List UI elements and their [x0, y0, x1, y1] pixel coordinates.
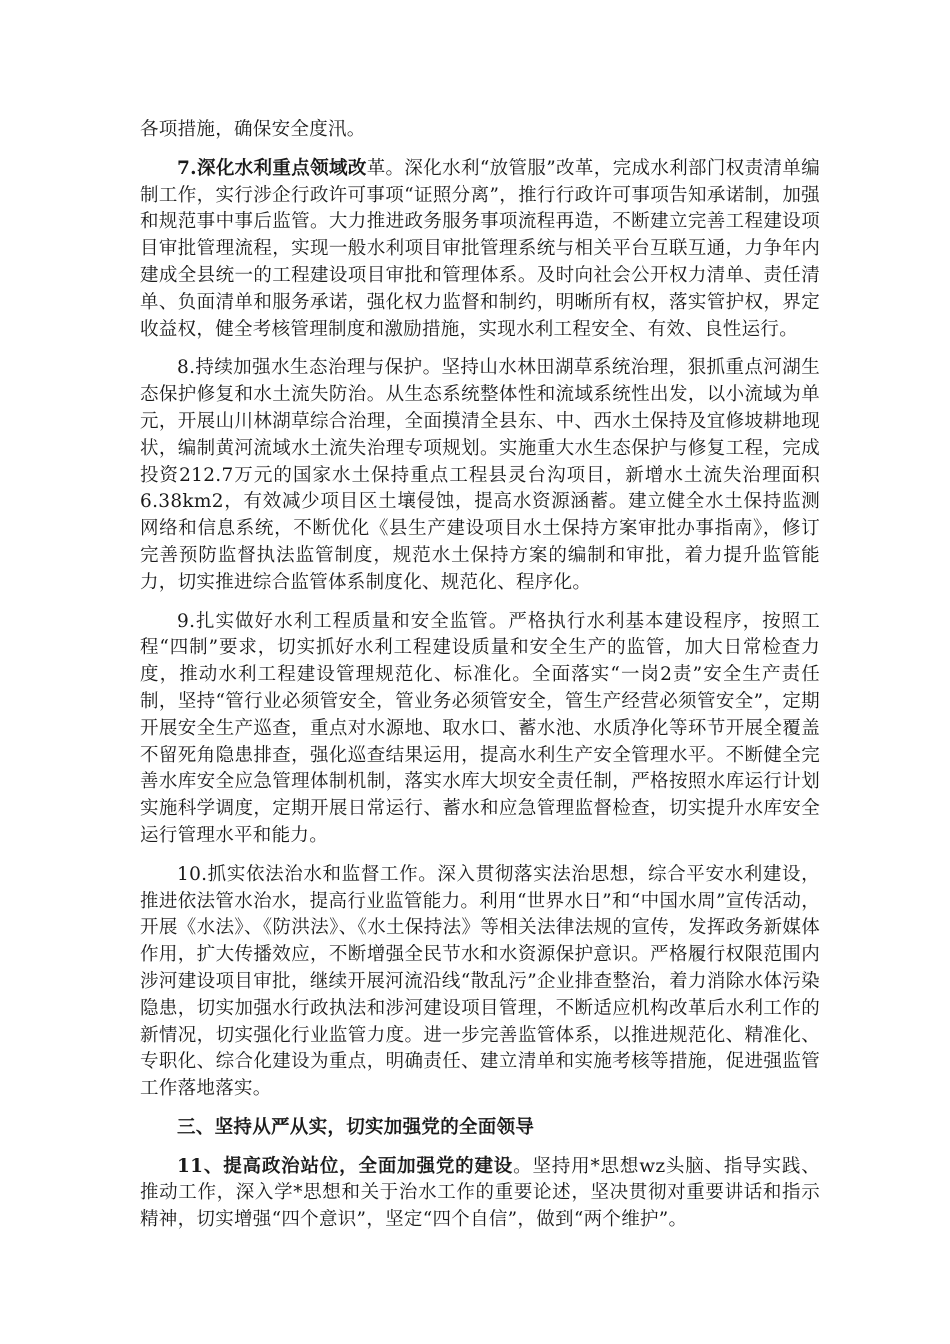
paragraph-item-7 — [140, 156, 820, 344]
paragraph-continuation — [140, 117, 820, 144]
item-7-body: 革。深化水利“放管服”改革，完成水利部门权责清单编制工作，实行涉企行政许可事项“证照分离”，推行行政许可事项告知承诺制，加强和规范事中事后监管。大力推进政务服务事项流程再造，不断建立完善工程建设项目审批管理流程，实现一般水利项目审批管理系统与相关平台互联互通，力争年内建成全县统一的工程建设项目审批和管理体系。及时向社会公开权力清单、责任清单、负面清单和服务承诺，强化权力监督和制约，明晰所有权，落实管护权，界定收益权，健全考核管理制度和激励措施，实现水利工程安全、有效、良性运行。 — [140, 157, 820, 340]
paragraph-text: 各项措施，确保安全度汛。 — [140, 119, 366, 140]
paragraph-item-10: 10.抓实依法治水和监督工作。深入贯彻落实法治思想，综合平安水利建设，推进依法管水治水，提高行业监管能力。利用“世界水日”和“中国水周”宣传活动，开展《水法》、《防洪法》、《水土保持法》等相关法律法规的宣传，发挥政务新媒体作用，扩大传播效应，不断增强全民节水和水资源保护意识。严格履行权限范围内涉河建设项目审批，继续开展河流沿线“散乱污”企业排查整治，着力消除水体污染隐患，切实加强水行政执法和涉河建设项目管理，不断适应机构改革后水利工作的新情况，切实强化行业监管力度。进一步完善监管体系，以推进规范化、精准化、专职化、综合化建设为重点，明确责任、建立清单和实施考核等措施，促进强监管工作落地落实。 — [140, 863, 820, 1100]
document-page — [140, 117, 820, 1234]
item-7-lead: 7.深化水利重点领域改 — [177, 157, 367, 179]
item-11-lead: 11、提高政治站位，全面加强党的建设 — [177, 1155, 514, 1177]
paragraph-item-11 — [140, 1154, 820, 1234]
paragraph-item-9: 9.扎实做好水利工程质量和安全监管。严格执行水利基本建设程序，按照工程“四制”要求，切实抓好水利工程建设质量和安全生产的监管，加大日常检查力度，推动水利工程建设管理规范化、标准化。全面落实“一岗2责”安全生产责任制，坚持“管行业必须管安全，管业务必须管安全，管生产经营必须管安全”，定期开展安全生产巡查，重点对水源地、取水口、蓄水池、水质净化等环节开展全覆盖不留死角隐患排查，强化巡查结果运用，提高水利生产安全管理水平。不断健全完善水库安全应急管理体制机制，落实水库大坝安全责任制，严格按照水库运行计划实施科学调度，定期开展日常运行、蓄水和应急管理监督检查，切实提升水库安全运行管理水平和能力。 — [140, 610, 820, 846]
section-heading-3: 三、坚持从严从实，切实加强党的全面领导 — [177, 1116, 535, 1138]
item-11-body: 。坚持用*思想wz头脑、指导实践、推动工作，深入学*思想和关于治水工作的重要论述，坚决贯彻对重要讲话和指示精神，切实增强“四个意识”，坚定“四个自信”，做到“两个维护”。 — [140, 1155, 820, 1231]
paragraph-item-8: 8.持续加强水生态治理与保护。坚持山水林田湖草系统治理，狠抓重点河湖生态保护修复和水土流失防治。从生态系统整体性和流域系统性出发，以小流域为单元，开展山川林湖草综合治理，全面摸清全县东、中、西水土保持及宜修坡耕地现状，编制黄河流域水土流失治理专项规划。实施重大水生态保护与修复工程，完成投资212.7万元的国家水土保持重点工程县灵台沟项目，新增水土流失治理面积6.38km2，有效减少项目区土壤侵蚀，提高水资源涵蓄。建立健全水土保持监测网络和信息系统，不断优化《县生产建设项目水土保持方案审批办事指南》，修订完善预防监督执法监管制度，规范水土保持方案的编制和审批，着力提升监管能力，切实推进综合监管体系制度化、规范化、程序化。 — [140, 357, 820, 593]
